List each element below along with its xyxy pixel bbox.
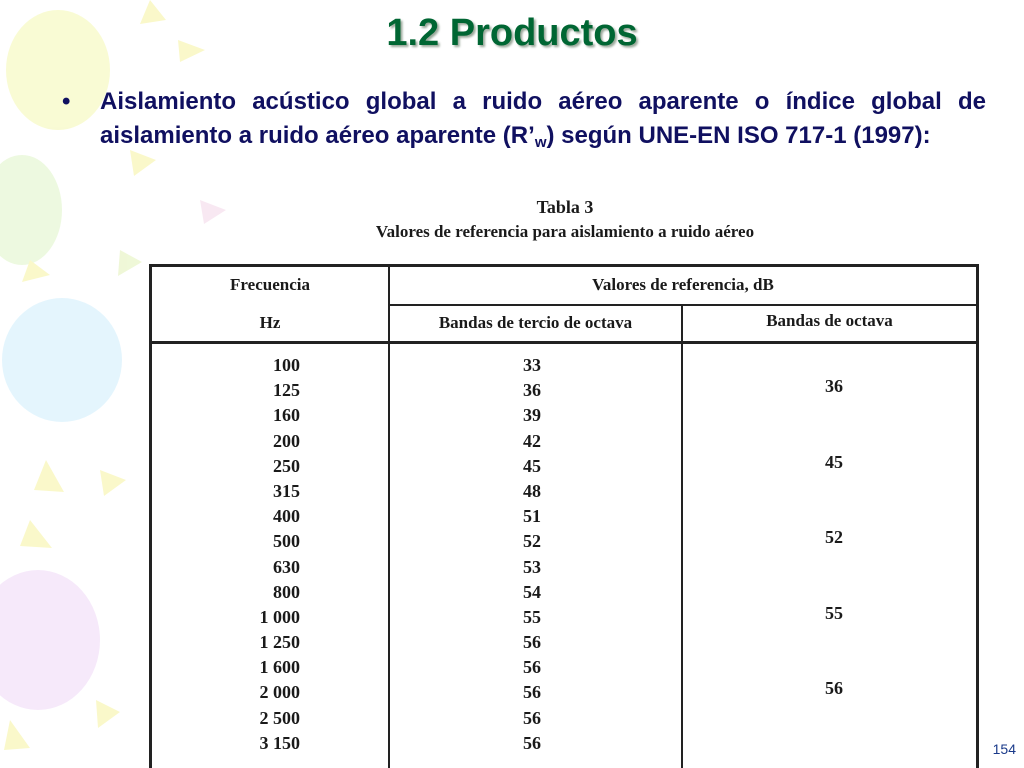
- yellow-ray-shape: [20, 520, 52, 548]
- reference-values-table: [149, 264, 979, 768]
- yellow-ray-shape: [96, 700, 120, 728]
- third-octave-cell: 55: [523, 606, 541, 627]
- frequency-cell: 250: [273, 455, 300, 476]
- third-octave-cell: 39: [523, 405, 541, 426]
- header-third-octave: Bandas de tercio de octava: [438, 313, 633, 332]
- octave-cell: 52: [825, 527, 843, 547]
- third-octave-cell: 51: [523, 506, 541, 527]
- green-balloon-shape: [0, 155, 62, 265]
- third-octave-cell: 48: [523, 480, 541, 501]
- header-divider: [388, 304, 976, 306]
- third-octave-cell: 45: [523, 455, 541, 476]
- octave-cell: 36: [825, 376, 843, 396]
- octave-cell: 56: [825, 678, 843, 698]
- bullet-text: [100, 85, 986, 160]
- frequency-cell: 1 000: [259, 606, 300, 627]
- frequency-cell: 2 000: [259, 682, 300, 703]
- third-octave-cell: 56: [523, 657, 541, 678]
- third-octave-cell: 42: [523, 430, 541, 451]
- frequency-cell: 2 500: [259, 707, 300, 728]
- header-frequency: Frecuencia: [230, 275, 310, 294]
- header-unit: Hz: [259, 313, 281, 332]
- frequency-cell: 800: [273, 581, 300, 602]
- frequency-cell: 315: [273, 480, 300, 501]
- frequency-cell: 200: [273, 430, 300, 451]
- third-octave-cell: 56: [523, 707, 541, 728]
- frequency-cell: 160: [273, 405, 300, 426]
- table-caption-title: Valores de referencia para aislamiento a ruido aéreo: [375, 222, 755, 241]
- third-octave-cell: 52: [523, 531, 541, 552]
- table-caption-number: Tabla 3: [536, 197, 594, 217]
- header-divider: [152, 341, 976, 344]
- third-octave-cell: 56: [523, 682, 541, 703]
- bullet-text-start: Aislamiento acústico global a ruido aéreo aparente o índice global de aislamiento a ruido aéreo aparente (R’: [100, 88, 986, 149]
- frequency-cell: 100: [273, 355, 300, 375]
- third-octave-cell: 53: [523, 556, 541, 577]
- yellow-ray-shape: [4, 720, 30, 750]
- purple-balloon-shape: [0, 570, 100, 710]
- frequency-cell: 125: [273, 380, 300, 401]
- page-number: 154: [992, 741, 1016, 757]
- frequency-cell: 3 150: [259, 732, 300, 753]
- frequency-column: [210, 353, 300, 756]
- third-octave-cell: 36: [523, 380, 541, 401]
- third-octave-column: [512, 353, 552, 756]
- header-octave: Bandas de octava: [766, 311, 893, 330]
- yellow-ray-shape: [100, 470, 126, 496]
- octave-cell: 55: [825, 603, 843, 623]
- third-octave-cell: 33: [523, 355, 541, 375]
- bullet-subscript: w: [534, 134, 547, 151]
- green-ray-shape: [118, 250, 142, 276]
- yellow-ray-shape: [34, 460, 64, 492]
- header-reference-values: Valores de referencia, dB: [592, 275, 774, 294]
- frequency-cell: 1 600: [259, 657, 300, 678]
- column-divider: [681, 304, 683, 768]
- scanned-table-image: [146, 196, 984, 768]
- frequency-cell: 630: [273, 556, 300, 577]
- slide-title: 1.2 Productos: [386, 12, 638, 54]
- frequency-cell: 1 250: [259, 632, 300, 653]
- frequency-cell: 400: [273, 506, 300, 527]
- octave-cell: 45: [825, 452, 843, 472]
- third-octave-cell: 54: [523, 581, 541, 602]
- third-octave-cell: 56: [523, 632, 541, 653]
- frequency-cell: 500: [273, 531, 300, 552]
- third-octave-cell: 56: [523, 732, 541, 753]
- blue-balloon-shape: [2, 298, 122, 422]
- bullet-dot: •: [62, 88, 71, 115]
- bullet-text-end: ) según UNE-EN ISO 717-1 (1997):: [546, 122, 931, 149]
